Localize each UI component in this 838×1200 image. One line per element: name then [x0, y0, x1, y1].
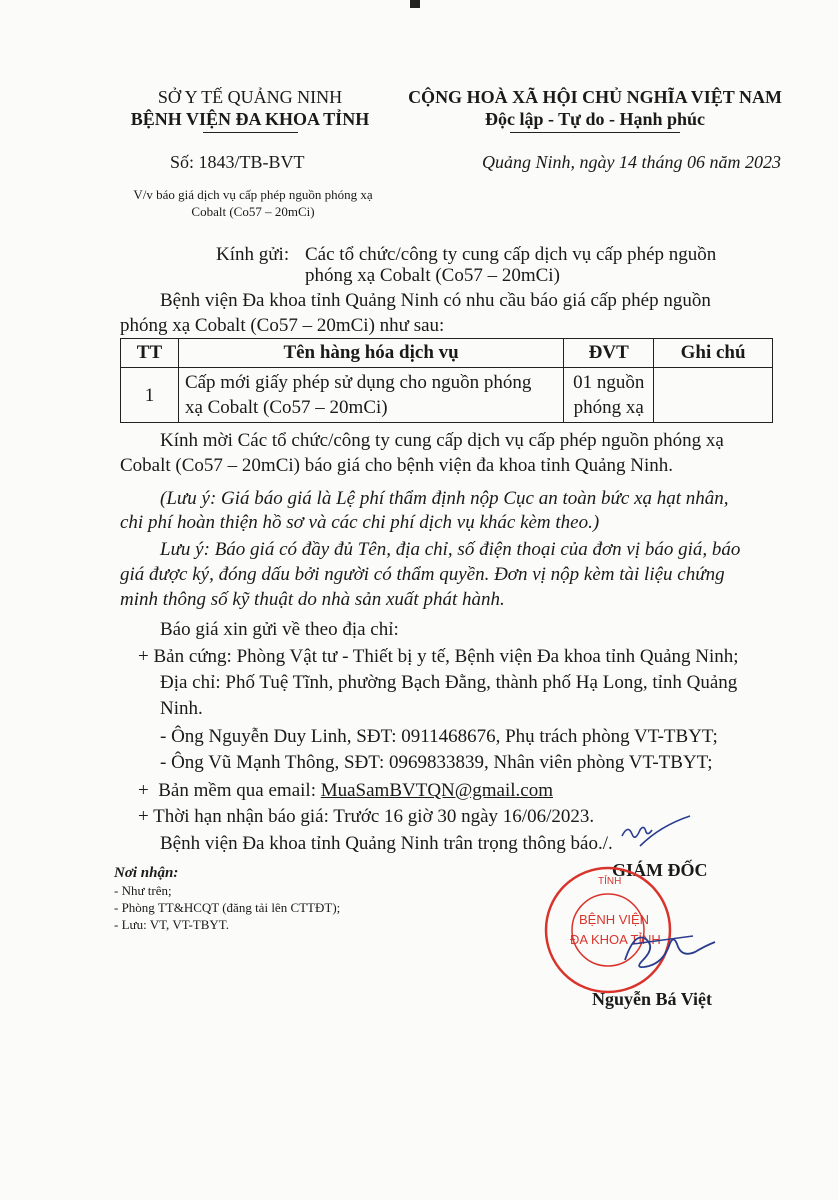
note1-line-2: chi phí hoàn thiện hồ sơ và các chi phí dịch vụ khác kèm theo.) — [120, 512, 600, 533]
invite-line-1: Kính mời Các tổ chức/công ty cung cấp dịch vụ cấp phép nguồn phóng xạ — [160, 430, 724, 451]
cell-unit — [564, 368, 654, 423]
subject-block — [108, 186, 398, 220]
issuer-underline — [203, 132, 298, 133]
national-heading — [400, 86, 790, 133]
hard-copy: + Bản cứng: Phòng Vật tư - Thiết bị y tế, Bệnh viện Đa khoa tỉnh Quảng Ninh; — [138, 646, 739, 667]
contact-1: - Ông Nguyễn Duy Linh, SĐT: 0911468676, Phụ trách phòng VT-TBYT; — [160, 726, 718, 747]
signer-position: GIÁM ĐỐC — [612, 860, 708, 880]
recipients-item: - Phòng TT&HCQT (đăng tải lên CTTĐT); — [114, 900, 341, 915]
cell-unit-line-1: 01 nguồn — [573, 372, 645, 393]
cell-name — [178, 368, 563, 423]
initial-signature-mark — [600, 808, 700, 858]
cell-tt: 1 — [121, 368, 179, 423]
subject-line-2: Cobalt (Co57 – 20mCi) — [191, 204, 315, 219]
closing: Bệnh viện Đa khoa tỉnh Quảng Ninh trân trọng thông báo./. — [160, 833, 613, 854]
col-header-note: Ghi chú — [654, 339, 773, 368]
note2-line-2: giá được ký, đóng dấu bởi người có thẩm quyền. Đơn vị nộp kèm tài liệu chứng — [120, 564, 725, 585]
recipient-line-2: phóng xạ Cobalt (Co57 – 20mCi) — [305, 265, 560, 286]
table-row — [121, 368, 773, 423]
table-header-row — [121, 339, 773, 368]
soft-copy — [138, 778, 553, 804]
stamp-text-top: TỈNH — [598, 876, 622, 887]
recipients-block — [114, 864, 340, 933]
intro-line-2: phóng xạ Cobalt (Co57 – 20mCi) như sau: — [120, 315, 445, 336]
issuer-department: SỞ Y TẾ QUẢNG NINH — [157, 87, 343, 107]
invite-line-2: Cobalt (Co57 – 20mCi) báo giá cho bệnh viện đa khoa tỉnh Quảng Ninh. — [120, 455, 674, 476]
email-link[interactable]: MuaSamBVTQN@gmail.com — [320, 780, 554, 801]
address-line-1: Địa chỉ: Phố Tuệ Tĩnh, phường Bạch Đằng, thành phố Hạ Long, tỉnh Quảng — [160, 672, 738, 693]
signer-name: Nguyễn Bá Việt — [592, 989, 713, 1009]
address-line-2: Ninh. — [160, 698, 203, 719]
cell-name-line-1: Cấp mới giấy phép sử dụng cho nguồn phóng — [184, 372, 532, 393]
soft-copy-label: + Bản mềm qua email: — [138, 780, 321, 801]
recipient-line-1: Các tổ chức/công ty cung cấp dịch vụ cấp phép nguồn — [305, 244, 717, 265]
note1-line-1: (Lưu ý: Giá báo giá là Lệ phí thẩm định nộp Cục an toàn bức xạ hạt nhân, — [160, 488, 729, 509]
cell-note — [654, 368, 773, 423]
col-header-name: Tên hàng hóa dịch vụ — [178, 339, 563, 368]
national-title: CỘNG HOÀ XÃ HỘI CHỦ NGHĨA VIỆT NAM — [408, 87, 782, 107]
col-header-unit: ĐVT — [564, 339, 654, 368]
issuer-hospital: BỆNH VIỆN ĐA KHOA TỈNH — [130, 109, 370, 129]
recipients-title: Nơi nhận: — [114, 865, 179, 881]
deadline: + Thời hạn nhận báo giá: Trước 16 giờ 30 ngày 16/06/2023. — [138, 806, 595, 827]
stamp-text-mid2: ĐA KHOA TỈNH — [570, 932, 661, 947]
recipients-item: - Lưu: VT, VT-TBYT. — [114, 917, 230, 932]
place-date: Quảng Ninh, ngày 14 tháng 06 năm 2023 — [482, 152, 781, 172]
national-motto: Độc lập - Tự do - Hạnh phúc — [484, 109, 706, 129]
recipient-label: Kính gửi: — [216, 244, 290, 265]
motto-underline — [510, 132, 680, 133]
document-number: Số: 1843/TB-BVT — [170, 152, 305, 172]
scan-mark — [410, 0, 420, 8]
stamp-text-mid1: BỆNH VIỆN — [579, 912, 650, 927]
subject-line-1: V/v báo giá dịch vụ cấp phép nguồn phóng xạ — [133, 187, 373, 202]
recipients-item: - Như trên; — [114, 883, 172, 898]
note2-line-1: Lưu ý: Báo giá có đầy đủ Tên, địa chỉ, số điện thoại của đơn vị báo giá, báo — [160, 539, 741, 560]
intro-line-1: Bệnh viện Đa khoa tỉnh Quảng Ninh có nhu cầu báo giá cấp phép nguồn — [160, 290, 711, 311]
note2-line-3: minh thông số kỹ thuật do nhà sản xuất phát hành. — [120, 589, 505, 610]
cell-name-line-2: xạ Cobalt (Co57 – 20mCi) — [184, 397, 388, 418]
handwritten-signature — [605, 900, 725, 990]
issuer-block — [110, 86, 390, 133]
contact-2: - Ông Vũ Mạnh Thông, SĐT: 0969833839, Nhân viên phòng VT-TBYT; — [160, 752, 713, 773]
send-to: Báo giá xin gửi về theo địa chỉ: — [160, 619, 399, 640]
col-header-tt: TT — [121, 339, 179, 368]
cell-unit-line-2: phóng xạ — [573, 397, 644, 418]
service-table — [120, 338, 773, 423]
